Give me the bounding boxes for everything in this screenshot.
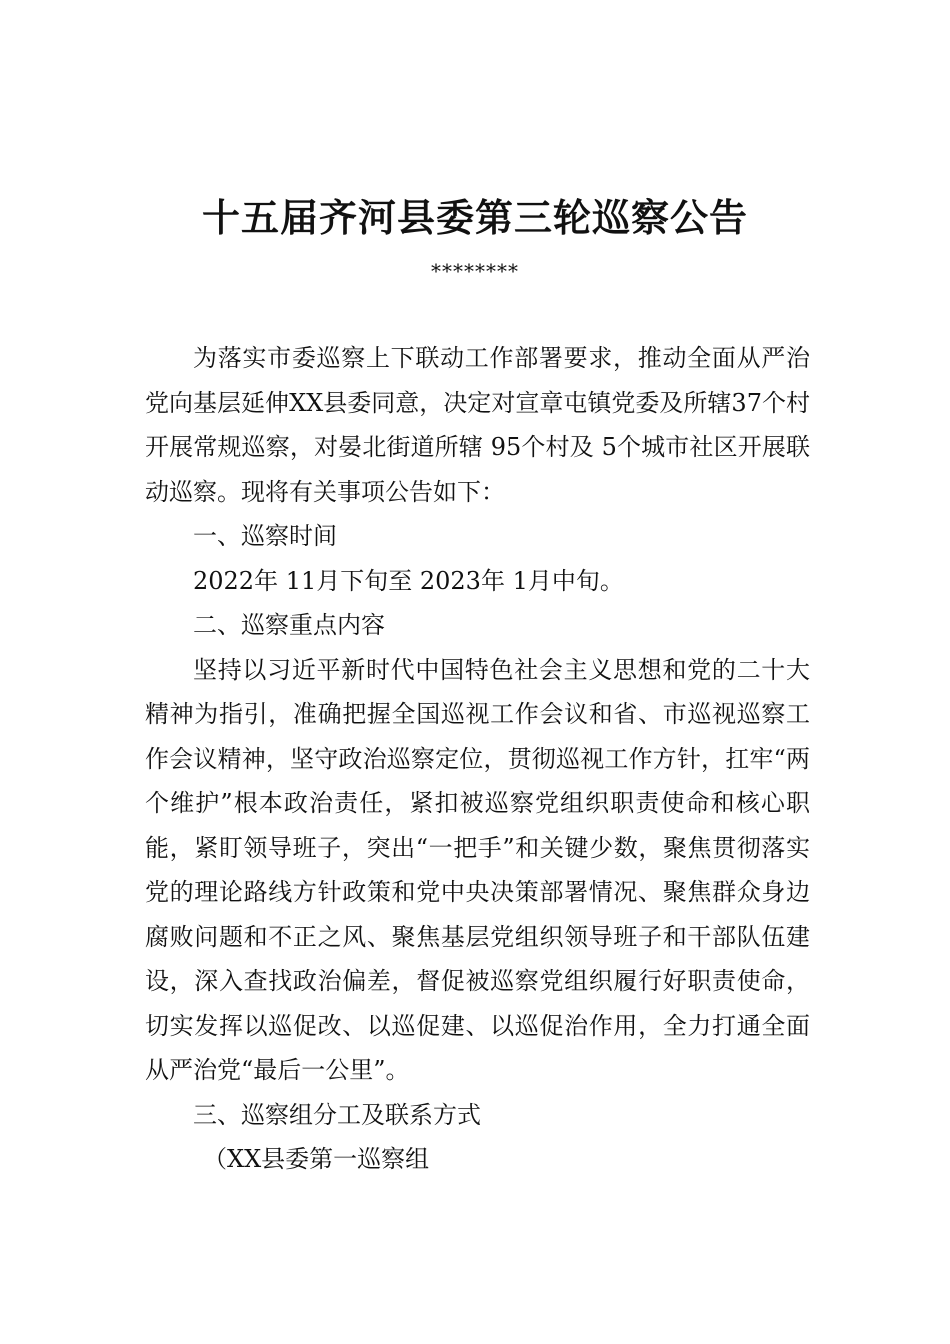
section-heading-time: 一、巡察时间	[193, 522, 337, 550]
document-title: 十五届齐河县委第三轮巡察公告	[201, 195, 748, 240]
focus-paragraph: 坚持以习近平新时代中国特色社会主义思想和党的二十大精神为指引，准确把握全国巡视工作会议和省、市巡视巡察工作会议精神，坚守政治巡察定位，贯彻巡视工作方针，扛牢“两个维护”根本政治责任，紧扣被巡察党组织职责使命和核心职能，紧盯领导班子，突出“一把手”和关键少数，聚焦贯彻落实党的理论路线方针政策和党中央决策部署情况、聚焦群众身边腐败问题和不正之风、聚焦基层党组织领导班子和干部队伍建设，深入查找政治偏差，督促被巡察党组织履行好职责使命，切实发挥以巡促改、以巡促建、以巡促治作用，全力打通全面从严治党“最后一公里”。	[145, 655, 810, 1084]
section-heading-contact: 三、巡察组分工及联系方式	[193, 1100, 481, 1129]
group-line: （XX县委第一巡察组	[203, 1145, 430, 1173]
intro-paragraph: 为落实市委巡察上下联动工作部署要求，推动全面从严治党向基层延伸XX县委同意，决定对宣章屯镇党委及所辖37个村开展常规巡察，对晏北街道所辖 95个村及 5个城市社区开展联动巡察。现将有关事项公告如下：	[145, 344, 810, 506]
document-author: ********	[431, 259, 519, 283]
inspection-period: 2022年 11月下旬至 2023年 1月中旬。	[193, 566, 624, 595]
document-body	[145, 336, 810, 1182]
section-heading-focus: 二、巡察重点内容	[193, 611, 385, 639]
